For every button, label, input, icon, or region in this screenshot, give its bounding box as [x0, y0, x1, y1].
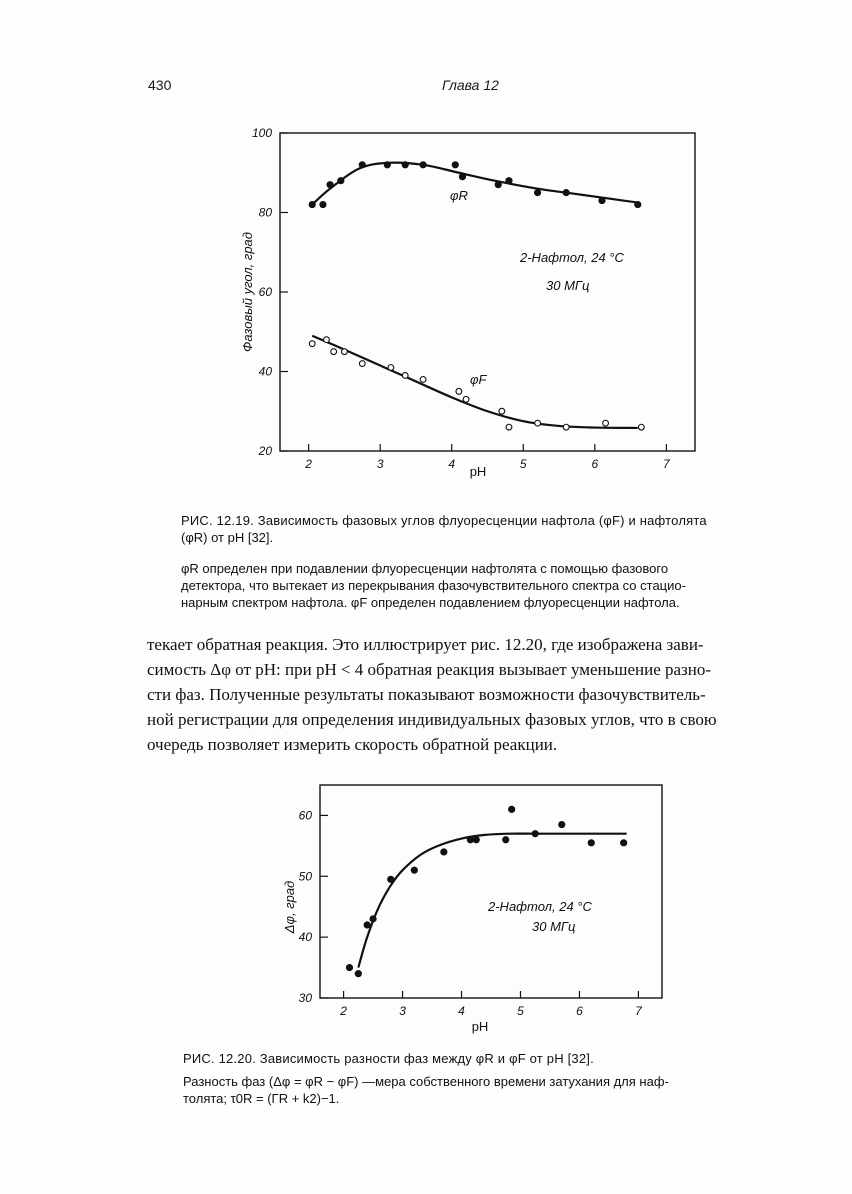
body-paragraph	[147, 632, 759, 757]
y-tick-label: 80	[258, 205, 272, 220]
filled-data-point	[635, 201, 641, 207]
fit-curves	[312, 163, 638, 428]
open-data-point	[420, 377, 426, 383]
data-points	[346, 806, 627, 977]
x-tick-label: 3	[399, 1004, 406, 1018]
open-data-point	[638, 424, 644, 430]
filled-data-point	[420, 162, 426, 168]
body-line: текает обратная реакция. Это иллюстрирует рис. 12.20, где изображена зави-	[147, 635, 704, 654]
annotation-frequency: 30 МГц	[546, 278, 590, 293]
figure-12-19-note	[181, 560, 761, 611]
open-data-point	[499, 408, 505, 414]
filled-data-point	[320, 201, 326, 207]
x-tick-label: 5	[517, 1004, 524, 1018]
plot-frame	[320, 785, 662, 998]
page-number: 430	[148, 77, 172, 93]
figure-12-19-caption	[181, 512, 761, 546]
filled-data-point	[388, 876, 394, 882]
y-axis-ticks	[299, 808, 328, 1005]
x-tick-label: 7	[635, 1004, 642, 1018]
x-tick-label: 2	[340, 1004, 347, 1018]
y-axis-label: Δφ, град	[282, 880, 297, 934]
x-tick-label: 3	[376, 457, 384, 471]
annotation-frequency: 30 МГц	[532, 919, 576, 934]
filled-data-point	[402, 162, 408, 168]
caption-line: РИС. 12.19. Зависимость фазовых углов флуоресценции нафтола (φF) и нафтолята	[181, 513, 707, 528]
caption-line: (φR) от pH [32].	[181, 530, 274, 545]
filled-data-point	[620, 840, 626, 846]
filled-data-point	[338, 178, 344, 184]
open-data-point	[359, 361, 365, 367]
filled-data-point	[452, 162, 458, 168]
x-tick-label: 7	[663, 457, 670, 471]
open-data-point	[402, 373, 408, 379]
filled-data-point	[411, 867, 417, 873]
x-axis-label: pH	[471, 1019, 489, 1034]
x-tick-label: 4	[448, 457, 456, 471]
filled-data-point	[534, 189, 540, 195]
note-line: Разность фаз (Δφ = φR − φF) —мера собственного времени затухания для наф-	[183, 1074, 669, 1089]
filled-data-point	[355, 970, 361, 976]
open-data-point	[388, 365, 394, 371]
y-tick-label: 40	[298, 930, 312, 945]
y-tick-label: 60	[298, 808, 312, 823]
filled-data-point	[503, 837, 509, 843]
x-tick-label: 5	[519, 457, 527, 471]
series-label-phi-r: φR	[450, 188, 468, 203]
annotation-sample: 2-Нафтол, 24 °С	[520, 250, 624, 265]
data-points	[309, 162, 644, 430]
note-line: толята; τ0R = (ΓR + k2)−1.	[183, 1091, 340, 1106]
filled-data-point	[563, 189, 569, 195]
filled-data-point	[508, 806, 514, 812]
annotation-sample: 2-Нафтол, 24 °С	[488, 899, 592, 914]
filled-data-point	[364, 922, 370, 928]
note-line: φR определен при подавлении флуоресценции нафтолята с помощью фазового	[181, 561, 669, 576]
y-tick-label: 40	[258, 364, 272, 379]
y-axis-label: Фазовый угол, град	[240, 232, 255, 352]
y-tick-label: 100	[251, 126, 272, 140]
figure-12-20-caption	[183, 1050, 763, 1067]
x-tick-label: 2	[305, 457, 312, 471]
open-data-point	[324, 337, 330, 343]
y-tick-label: 20	[258, 444, 272, 458]
y-tick-label: 60	[258, 285, 272, 299]
x-tick-label: 4	[458, 1004, 465, 1018]
filled-data-point	[599, 197, 605, 203]
filled-data-point	[532, 830, 538, 836]
open-data-point	[456, 388, 462, 394]
x-axis-label: pH	[469, 464, 487, 479]
body-line: сти фаз. Полученные результаты показывают возможности фазочувствитель-	[147, 685, 706, 704]
x-axis-ticks	[304, 444, 671, 471]
body-line: ной регистрации для определения индивидуальных фазовых углов, что в свою	[147, 710, 717, 729]
caption-line: РИС. 12.20. Зависимость разности фаз между φR и φF от pH [32].	[183, 1051, 594, 1066]
filled-data-point	[559, 821, 565, 827]
x-tick-label: 6	[576, 1004, 583, 1018]
filled-data-point	[346, 964, 352, 970]
open-data-point	[506, 424, 512, 430]
figure-12-20-chart	[270, 775, 670, 1040]
open-data-point	[563, 424, 569, 430]
filled-data-point	[506, 178, 512, 184]
y-tick-label: 30	[298, 991, 312, 1005]
filled-data-point	[370, 916, 376, 922]
filled-data-point	[327, 181, 333, 187]
y-tick-label: 50	[298, 869, 312, 884]
open-data-point	[331, 349, 337, 355]
figure-12-20-note	[183, 1073, 763, 1107]
body-line: очередь позволяет измерить скорость обратной реакции.	[147, 735, 558, 754]
figure-12-19-chart	[230, 120, 700, 490]
filled-data-point	[309, 201, 315, 207]
y-axis-ticks	[252, 126, 288, 458]
filled-data-point	[384, 162, 390, 168]
series-label-phi-f: φF	[470, 372, 487, 387]
filled-data-point	[588, 840, 594, 846]
filled-data-point	[441, 849, 447, 855]
filled-data-point	[467, 837, 473, 843]
filled-data-point	[495, 181, 501, 187]
filled-data-point	[359, 162, 365, 168]
note-line: детектора, что вытекает из перекрывания фазочувствительного спектра со стацио-	[181, 578, 686, 593]
x-axis-ticks	[339, 991, 643, 1018]
x-tick-label: 6	[591, 457, 599, 471]
filled-data-point	[473, 837, 479, 843]
open-data-point	[341, 349, 347, 355]
open-data-point	[463, 396, 469, 402]
body-line: симость Δφ от pH: при pH < 4 обратная реакция вызывает уменьшение разно-	[147, 660, 712, 679]
note-line: нарным спектром нафтола. φF определен подавлением флуоресценции нафтола.	[181, 595, 680, 610]
fit-curve-1	[312, 163, 638, 205]
open-data-point	[535, 420, 541, 426]
filled-data-point	[459, 174, 465, 180]
chapter-title: Глава 12	[442, 77, 499, 93]
open-data-point	[309, 341, 315, 347]
open-data-point	[603, 420, 609, 426]
